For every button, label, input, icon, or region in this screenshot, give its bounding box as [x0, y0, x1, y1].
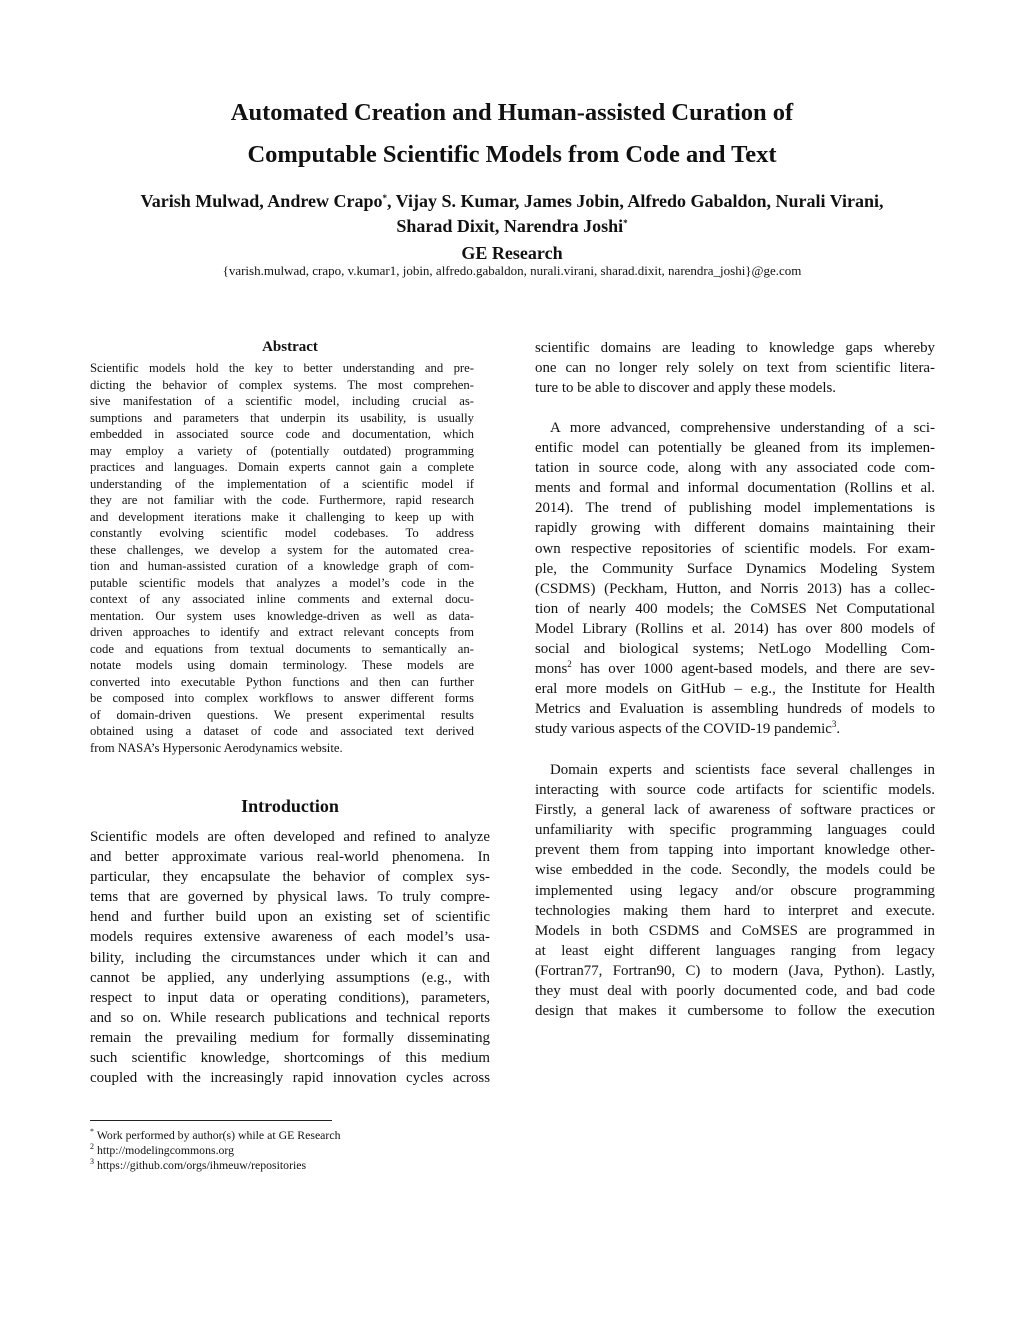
text-line: coupled with the increasingly rapid innovation cycles across — [90, 1070, 490, 1087]
paragraph-code-understanding — [535, 418, 935, 740]
text-line: driven approaches to identify and extract relevant concepts from — [90, 625, 474, 639]
text-line: embedded in associated source code and documentation, which — [90, 427, 474, 441]
footnote — [90, 1128, 510, 1143]
text-line: Metrics and Evaluation is assembling hundreds of models to — [535, 701, 935, 718]
text-line: Model Library (Rollins et al. 2014) has over 800 models of — [535, 620, 935, 637]
text-line: one can no longer rely solely on text from scientific litera- — [535, 360, 935, 377]
footnote-mark: * — [382, 193, 387, 203]
text-line: tion and human-assisted curation of a knowledge graph of com- — [90, 559, 474, 573]
affiliation: GE Research — [461, 243, 563, 263]
text-line: obtained using a dataset of code and associated text derived — [90, 724, 474, 738]
text-line: Domain experts and scientists face several challenges in — [550, 762, 935, 778]
text-line: ture to be able to discover and apply these models. — [535, 380, 837, 397]
text-line: mons$^2$ has over 1000 agent-based models, and there are sev- — [535, 659, 935, 678]
text-line: tion of nearly 400 models; the CoMSES Net Computational — [535, 600, 935, 617]
text-line: putable scientific models that analyzes a model’s code in the — [90, 575, 474, 590]
footnote-mark: 3 — [90, 1157, 94, 1166]
footnote-mark: * — [90, 1127, 94, 1136]
text-line: understanding of the implementation of a scientific model if — [90, 476, 474, 491]
title-line: Automated Creation and Human-assisted Curation of — [230, 99, 794, 126]
text-line: sumptions and parameters that underpin its usability, is usually — [90, 410, 474, 425]
text-line: hend and further build upon an existing set of scientific — [90, 909, 490, 926]
footnote-mark: 2 — [90, 1142, 94, 1151]
author-text: Varish Mulwad, Andrew Crapo — [140, 191, 383, 211]
text-line: scientific domains are leading to knowledge gaps whereby — [535, 340, 935, 356]
text-line: they must deal with poorly documented code, and bad code — [535, 983, 935, 1000]
text-line: dicting the behavior of complex systems. The most comprehen- — [90, 377, 474, 392]
text-line: and so on. While research publications and technical reports — [90, 1009, 490, 1026]
author-line — [0, 214, 1024, 239]
title-line: Computable Scientific Models from Code and Text — [247, 141, 777, 168]
text-line: A more advanced, comprehensive understanding of a sci- — [550, 420, 935, 436]
text-line: sive manifestation of a scientific model, including crucial as- — [90, 394, 474, 408]
text-line: converted into executable Python functions and then can further — [90, 674, 474, 689]
footnote-ref: 3 — [831, 719, 837, 730]
text-line: be composed into complex workflows to answer different forms — [90, 691, 474, 705]
text-line: from NASA’s Hypersonic Aerodynamics website. — [90, 740, 343, 755]
text-line: own respective repositories of scientific models. For exam- — [535, 540, 935, 557]
footnote — [90, 1143, 510, 1158]
text-line: ple, the Community Surface Dynamics Modeling System — [535, 560, 935, 577]
text-line: bility, including the circumstances under which it can and — [90, 949, 490, 966]
text-line: context of any associated inline comments and external docu- — [90, 592, 474, 606]
text-line: notate models using domain terminology. These models are — [90, 658, 474, 672]
text-line: they are not familiar with the code. Furthermore, rapid research — [90, 493, 474, 507]
text-line: mentation. Our system uses knowledge-driven as well as data- — [90, 608, 474, 623]
text-line: constantly evolving scientific model codebases. To address — [90, 526, 474, 540]
author-list — [0, 189, 1024, 239]
paragraph-continued — [535, 338, 935, 398]
text-line: practices and languages. Domain experts cannot gain a complete — [90, 460, 474, 474]
abstract-heading: Abstract — [262, 339, 318, 355]
footnote — [90, 1158, 510, 1173]
text-line: remain the prevailing medium for formally disseminating — [90, 1029, 490, 1046]
text-line: social and biological systems; NetLogo Modelling Com- — [535, 641, 935, 658]
text-line: study various aspects of the COVID-19 pandemic$^3$. — [535, 719, 841, 738]
text-line: wise embedded in the code. Secondly, the models could be — [535, 862, 935, 879]
text-line: Scientific models hold the key to better understanding and pre- — [90, 361, 474, 375]
author-emails: {varish.mulwad, crapo, v.kumar1, jobin, alfredo.gabaldon, nurali.virani, sharad.dixit, narendra_joshi}@ge.com — [222, 263, 802, 278]
text-line: and development iterations make it challenging to keep up with — [90, 509, 474, 524]
footnote-ref: 2 — [567, 659, 572, 670]
text-line: eral more models on GitHub – e.g., the Institute for Health — [535, 681, 935, 698]
text-line: Firstly, a general lack of awareness of software practices or — [535, 802, 935, 819]
abstract-body — [90, 360, 474, 756]
footnotes — [90, 1128, 510, 1173]
text-line: entific model can potentially be gleaned from its implemen- — [535, 440, 935, 457]
text-line: of domain-driven questions. We present experimental results — [90, 707, 474, 722]
text-line: implemented using legacy and/or obscure programming — [535, 882, 935, 899]
author-text: Sharad Dixit, Narendra Joshi — [396, 216, 624, 236]
text-line: unfamiliarity with specific programming languages could — [535, 822, 935, 839]
footnote-mark: * — [623, 218, 628, 228]
footnote-divider — [90, 1120, 332, 1121]
text-line: models requires extensive awareness of each model’s usa- — [90, 929, 490, 946]
introduction-body — [90, 827, 490, 1088]
text-line: Models in both CSDMS and CoMSES are programmed in — [535, 922, 935, 939]
text-line: technologies making them hard to interpret and execute. — [535, 902, 935, 919]
text-line: particular, they encapsulate the behavior of complex sys- — [90, 869, 490, 886]
text-line: code and equations from textual documents to semantically an- — [90, 641, 474, 656]
text-line: cannot be applied, any underlying assumptions (e.g., with — [90, 969, 490, 986]
text-line: respect to input data or operating conditions), parameters, — [90, 989, 490, 1006]
text-line: Scientific models are often developed and refined to analyze — [90, 829, 490, 845]
introduction-heading: Introduction — [241, 796, 339, 816]
text-line: (Fortran77, Fortran90, C) to modern (Java, Python). Lastly, — [535, 962, 935, 979]
text-line: prevent them from tapping into important knowledge other- — [535, 842, 935, 859]
footnote-text[interactable]: https://github.com/orgs/ihmeuw/repositories — [94, 1158, 307, 1172]
text-line: these challenges, we develop a system for the automated crea- — [90, 542, 474, 557]
text-line: such scientific knowledge, shortcomings of this medium — [90, 1050, 490, 1067]
text-line: design that makes it cumbersome to follow the execution — [535, 1003, 935, 1020]
text-line: (CSDMS) (Peckham, Hutton, and Norris 2013) has a collec- — [535, 580, 935, 597]
footnote-text: Work performed by author(s) while at GE Research — [94, 1128, 341, 1142]
text-line: may employ a variety of (potentially outdated) programming — [90, 443, 474, 458]
text-line: interacting with source code artifacts for scientific models. — [535, 782, 935, 799]
author-line — [0, 189, 1024, 214]
text-line: at least eight different languages ranging from legacy — [535, 942, 935, 959]
paragraph-challenges — [535, 760, 935, 1021]
text-line: 2014). The trend of publishing model implementations is — [535, 500, 935, 517]
text-line: and better approximate various real-world phenomena. In — [90, 849, 490, 866]
text-line: tems that are governed by physical laws. To truly compre- — [90, 889, 490, 906]
footnote-text[interactable]: http://modelingcommons.org — [94, 1143, 235, 1157]
paper-title — [0, 92, 1024, 176]
text-line: rapidly growing with different domains maintaining their — [535, 520, 935, 537]
author-text: , Vijay S. Kumar, James Jobin, Alfredo Gabaldon, Nurali Virani, — [386, 191, 884, 211]
text-line: tation in source code, along with any associated code com- — [535, 460, 935, 477]
text-line: ments and formal and informal documentation (Rollins et al. — [535, 480, 935, 497]
